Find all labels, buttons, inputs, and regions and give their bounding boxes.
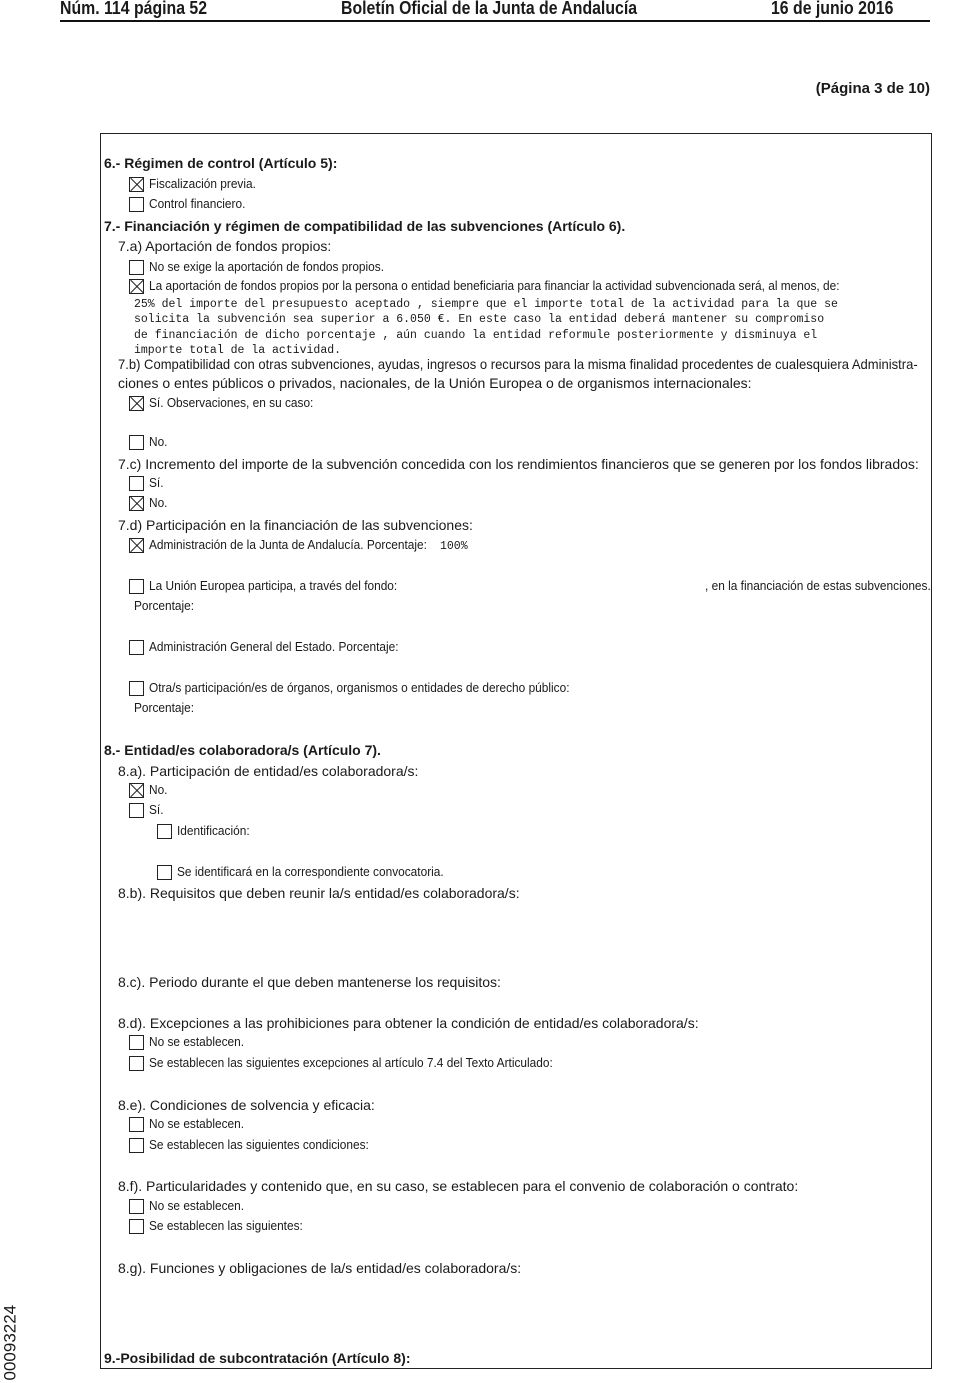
checkbox-convenio-no[interactable]: [129, 1199, 144, 1214]
label-convocatoria: Se identificará en la correspondiente convocatoria.: [177, 865, 444, 879]
section-8e-title: 8.e). Condiciones de solvencia y eficacia:: [118, 1097, 375, 1113]
checkbox-convenio-si[interactable]: [129, 1219, 144, 1234]
section-8g-title: 8.g). Funciones y obligaciones de la/s entidad/es colaboradora/s:: [118, 1260, 522, 1276]
checkbox-aportacion-fondos[interactable]: [129, 279, 144, 294]
section-8b-title: 8.b). Requisitos que deben reunir la/s entidad/es colaboradora/s:: [118, 885, 520, 901]
section-7-title: 7.- Financiación y régimen de compatibilidad de las subvenciones (Artículo 6).: [104, 218, 626, 234]
checkbox-colaboradora-si[interactable]: [129, 803, 144, 818]
label-control-financiero: Control financiero.: [149, 197, 246, 211]
label-ue-porcentaje: Porcentaje:: [134, 599, 195, 613]
checkbox-otras-participaciones[interactable]: [129, 681, 144, 696]
label-fiscalizacion: Fiscalización previa.: [149, 177, 256, 191]
junta-percentage: 100%: [440, 540, 468, 553]
aportacion-text-4: importe total de la actividad.: [134, 344, 342, 357]
label-age: Administración General del Estado. Porcentaje:: [149, 640, 399, 654]
checkbox-solvencia-no[interactable]: [129, 1117, 144, 1132]
label-incremento-si: Sí.: [149, 476, 164, 490]
section-8d-title: 8.d). Excepciones a las prohibiciones para obtener la condición de entidad/es colaboradora/s:: [118, 1015, 699, 1031]
section-7d-title: 7.d) Participación en la financiación de las subvenciones:: [118, 517, 473, 533]
label-colaboradora-no: No.: [149, 783, 168, 797]
label-no-fondos-propios: No se exige la aportación de fondos propios.: [149, 260, 385, 274]
checkbox-control-financiero[interactable]: [129, 197, 144, 212]
label-union-europea-end: , en la financiación de estas subvenciones.: [705, 579, 931, 593]
section-7b-text-2: ciones o entes públicos o privados, nacionales, de la Unión Europea o de organismos internacionales:: [118, 375, 752, 391]
checkbox-excepciones-si[interactable]: [129, 1056, 144, 1071]
label-compat-no: No.: [149, 435, 168, 449]
checkbox-incremento-si[interactable]: [129, 476, 144, 491]
checkbox-incremento-no[interactable]: [129, 496, 144, 511]
checkbox-union-europea[interactable]: [129, 579, 144, 594]
label-solvencia-si: Se establecen las siguientes condiciones:: [149, 1138, 369, 1152]
document-code: 00093224: [0, 1304, 20, 1381]
label-colaboradora-si: Sí.: [149, 803, 164, 817]
label-junta-andalucia: Administración de la Junta de Andalucía. Porcentaje:: [149, 538, 427, 552]
section-9-title: 9.-Posibilidad de subcontratación (Artículo 8):: [104, 1350, 411, 1366]
page-header: [60, 0, 930, 22]
checkbox-convocatoria[interactable]: [157, 865, 172, 880]
issue-number: Núm. 114 página 52: [60, 0, 208, 18]
aportacion-text-3: de financiación de dicho porcentaje , aún cuando la entidad reformule posteriormente y disminuya el: [134, 329, 818, 342]
label-compat-si: Sí. Observaciones, en su caso:: [149, 396, 314, 410]
label-solvencia-no: No se establecen.: [149, 1117, 245, 1131]
label-convenio-no: No se establecen.: [149, 1199, 245, 1213]
checkbox-compat-no[interactable]: [129, 435, 144, 450]
section-8-title: 8.- Entidad/es colaboradora/s (Artículo 7).: [104, 742, 381, 758]
checkbox-excepciones-no[interactable]: [129, 1035, 144, 1050]
section-8c-title: 8.c). Periodo durante el que deben mantenerse los requisitos:: [118, 974, 501, 990]
section-8f-title: 8.f). Particularidades y contenido que, en su caso, se establecen para el convenio de colaboración o contrato:: [118, 1178, 799, 1194]
label-excepciones-no: No se establecen.: [149, 1035, 245, 1049]
journal-title: Boletín Oficial de la Junta de Andalucía: [341, 0, 638, 18]
label-otras-participaciones: Otra/s participación/es de órganos, organismos o entidades de derecho público:: [149, 681, 570, 695]
checkbox-age[interactable]: [129, 640, 144, 655]
section-6-title: 6.- Régimen de control (Artículo 5):: [104, 155, 338, 171]
checkbox-no-fondos-propios[interactable]: [129, 260, 144, 275]
checkbox-fiscalizacion[interactable]: [129, 177, 144, 192]
section-7a-title: 7.a) Aportación de fondos propios:: [118, 238, 332, 254]
label-union-europea: La Unión Europea participa, a través del fondo:: [149, 579, 398, 593]
section-7b-text-1: 7.b) Compatibilidad con otras subvenciones, ayudas, ingresos o recursos para la misma finalidad procedentes de cualesquiera Administra-: [118, 356, 918, 372]
label-otras-porcentaje: Porcentaje:: [134, 701, 195, 715]
checkbox-identificacion[interactable]: [157, 824, 172, 839]
section-7c-title: 7.c) Incremento del importe de la subvención concedida con los rendimientos financieros que se generen por los fondos librados:: [118, 456, 919, 472]
label-convenio-si: Se establecen las siguientes:: [149, 1219, 303, 1233]
label-excepciones-si: Se establecen las siguientes excepciones al artículo 7.4 del Texto Articulado:: [149, 1056, 553, 1070]
issue-date: 16 de junio 2016: [771, 0, 894, 18]
checkbox-junta-andalucia[interactable]: [129, 538, 144, 553]
aportacion-text-1: 25% del importe del presupuesto aceptado , siempre que el importe total de la actividad para la que se: [134, 298, 838, 311]
checkbox-compat-si[interactable]: [129, 396, 144, 411]
label-identificacion: Identificación:: [177, 824, 250, 838]
label-aportacion-fondos: La aportación de fondos propios por la persona o entidad beneficiaria para financiar la actividad subvencionada será, al menos, de:: [149, 279, 840, 293]
checkbox-solvencia-si[interactable]: [129, 1138, 144, 1153]
section-8a-title: 8.a). Participación de entidad/es colaboradora/s:: [118, 763, 419, 779]
checkbox-colaboradora-no[interactable]: [129, 783, 144, 798]
label-incremento-no: No.: [149, 496, 168, 510]
aportacion-text-2: solicita la subvención sea superior a 6.050 €. En este caso la entidad deberá mantener su compromiso: [134, 313, 825, 326]
page-number: (Página 3 de 10): [815, 80, 930, 97]
